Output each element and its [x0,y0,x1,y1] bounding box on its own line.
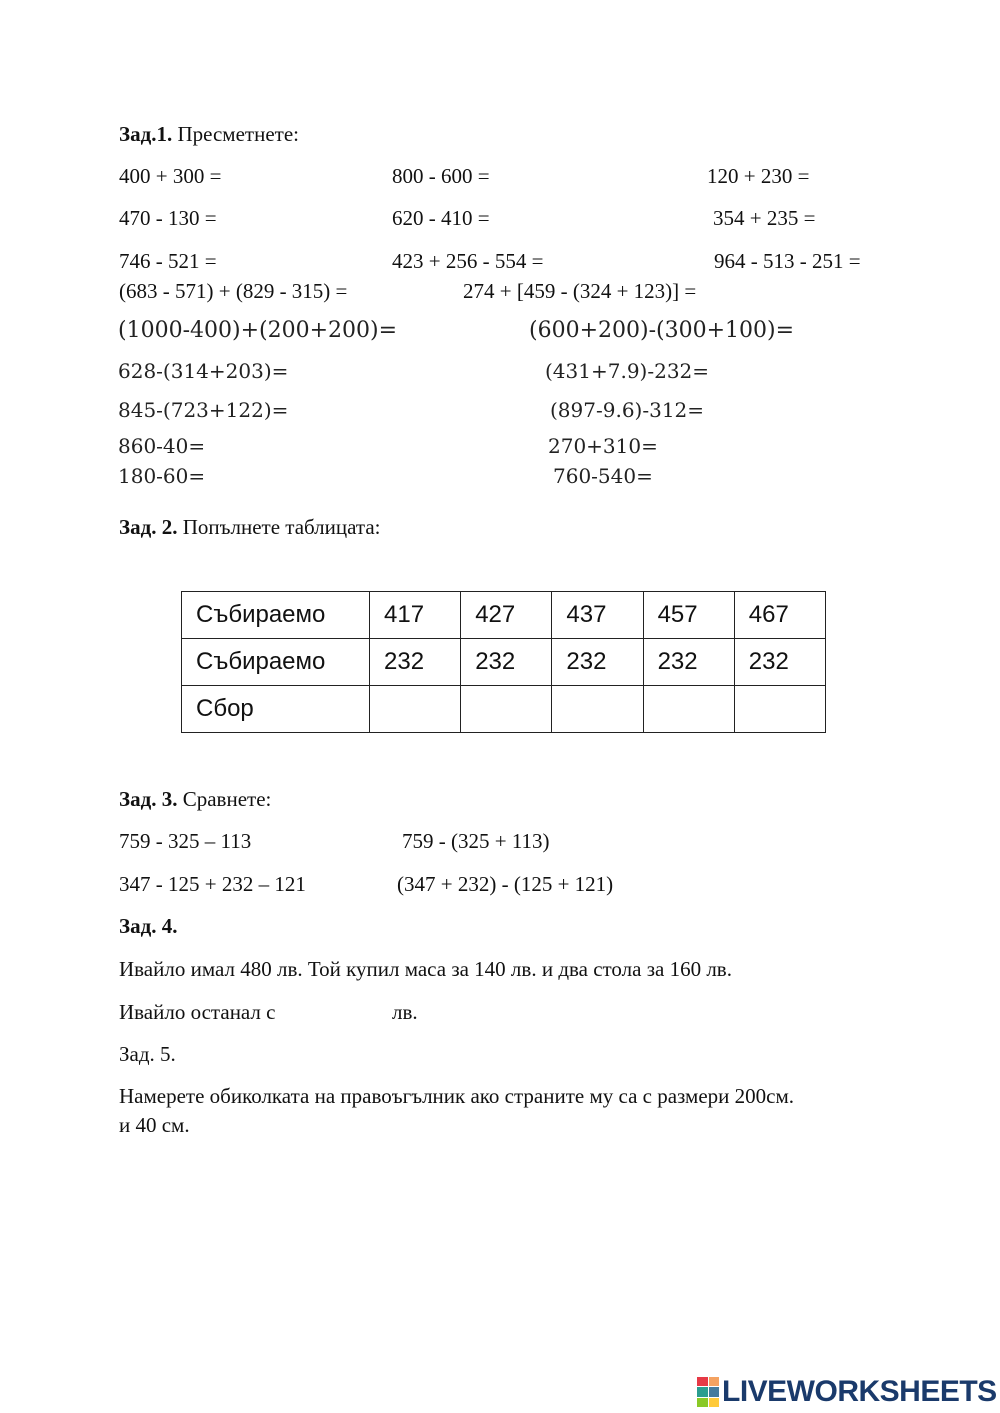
expr-1-2: 800 - 600 = [392,164,490,188]
table-cell: 232 [370,639,461,686]
table-cell: 427 [461,592,552,639]
table-cell: 232 [552,639,643,686]
row-label: Сбор [182,686,370,733]
table-cell: 232 [643,639,734,686]
sum-answer-cell[interactable] [552,686,643,733]
expr-3-1: 746 - 521 = [119,249,217,273]
expr-1-1: 400 + 300 = [119,164,222,188]
math-1-2: (600+200)-(300+100)= [529,318,795,343]
row-label: Събираемо [182,639,370,686]
logo-text: LIVEWORKSHEETS [722,1375,997,1408]
task4-answer-suffix: лв. [392,1000,418,1024]
expr-3-2: 423 + 256 - 554 = [392,249,544,273]
task5-problem-line1: Намерете обиколката на правоъгълник ако страните му са с размери 200см. [119,1084,795,1108]
table-row [182,686,826,733]
logo-mark-icon [697,1377,719,1407]
task1-heading: Зад.1. [119,122,173,146]
math-1-1: (1000-400)+(200+200)= [118,318,398,343]
addition-table [181,591,826,733]
task3-title [119,789,271,810]
expr-2-1: 470 - 130 = [119,206,217,230]
liveworksheets-logo [697,1375,997,1409]
task4-answer-prefix: Ивайло останал с [119,1000,276,1024]
compare-left-1: 759 - 325 – 113 [119,829,252,853]
sum-answer-cell[interactable] [643,686,734,733]
expr-long-2: 274 + [459 - (324 + 123)] = [463,279,697,303]
table-row [182,639,826,686]
task4-answer-blank[interactable] [300,997,385,1025]
task4-heading: Зад. 4. [119,914,178,938]
task2-heading: Зад. 2. [119,515,178,539]
task2-instruction: Попълнете таблицата: [182,515,381,539]
task5-heading: Зад. 5. [119,1042,176,1066]
expr-2-3: 354 + 235 = [713,206,816,230]
compare-right-1: 759 - (325 + 113) [402,829,550,853]
math-5-1: 180-60= [118,464,206,488]
task3-heading: Зад. 3. [119,787,178,811]
task2-title [119,517,381,538]
compare-right-2: (347 + 232) - (125 + 121) [397,872,614,896]
expr-3-3: 964 - 513 - 251 = [714,249,861,273]
math-2-1: 628-(314+203)= [118,359,289,383]
compare-left-2: 347 - 125 + 232 – 121 [119,872,306,896]
table-cell: 457 [643,592,734,639]
math-5-2: 760-540= [553,464,653,488]
table-cell: 437 [552,592,643,639]
task5-problem-line2: и 40 см. [119,1113,190,1137]
table-cell: 232 [734,639,825,686]
math-2-2: (431+7.9)-232= [545,359,710,383]
expr-2-2: 620 - 410 = [392,206,490,230]
table-row [182,592,826,639]
sum-answer-cell[interactable] [734,686,825,733]
expr-long-1: (683 - 571) + (829 - 315) = [119,279,348,303]
math-4-2: 270+310= [548,434,658,458]
sum-answer-cell[interactable] [461,686,552,733]
table-cell: 417 [370,592,461,639]
table-cell: 467 [734,592,825,639]
row-label: Събираемо [182,592,370,639]
task1-title [119,124,299,145]
task3-instruction: Сравнете: [182,787,272,811]
math-4-1: 860-40= [118,434,206,458]
task1-instruction: Пресметнете: [177,122,299,146]
math-3-1: 845-(723+122)= [118,398,289,422]
task4-problem: Ивайло имал 480 лв. Той купил маса за 140 лв. и два стола за 160 лв. [119,957,732,981]
sum-answer-cell[interactable] [370,686,461,733]
table-cell: 232 [461,639,552,686]
expr-1-3: 120 + 230 = [707,164,810,188]
math-3-2: (897-9.6)-312= [550,398,705,422]
